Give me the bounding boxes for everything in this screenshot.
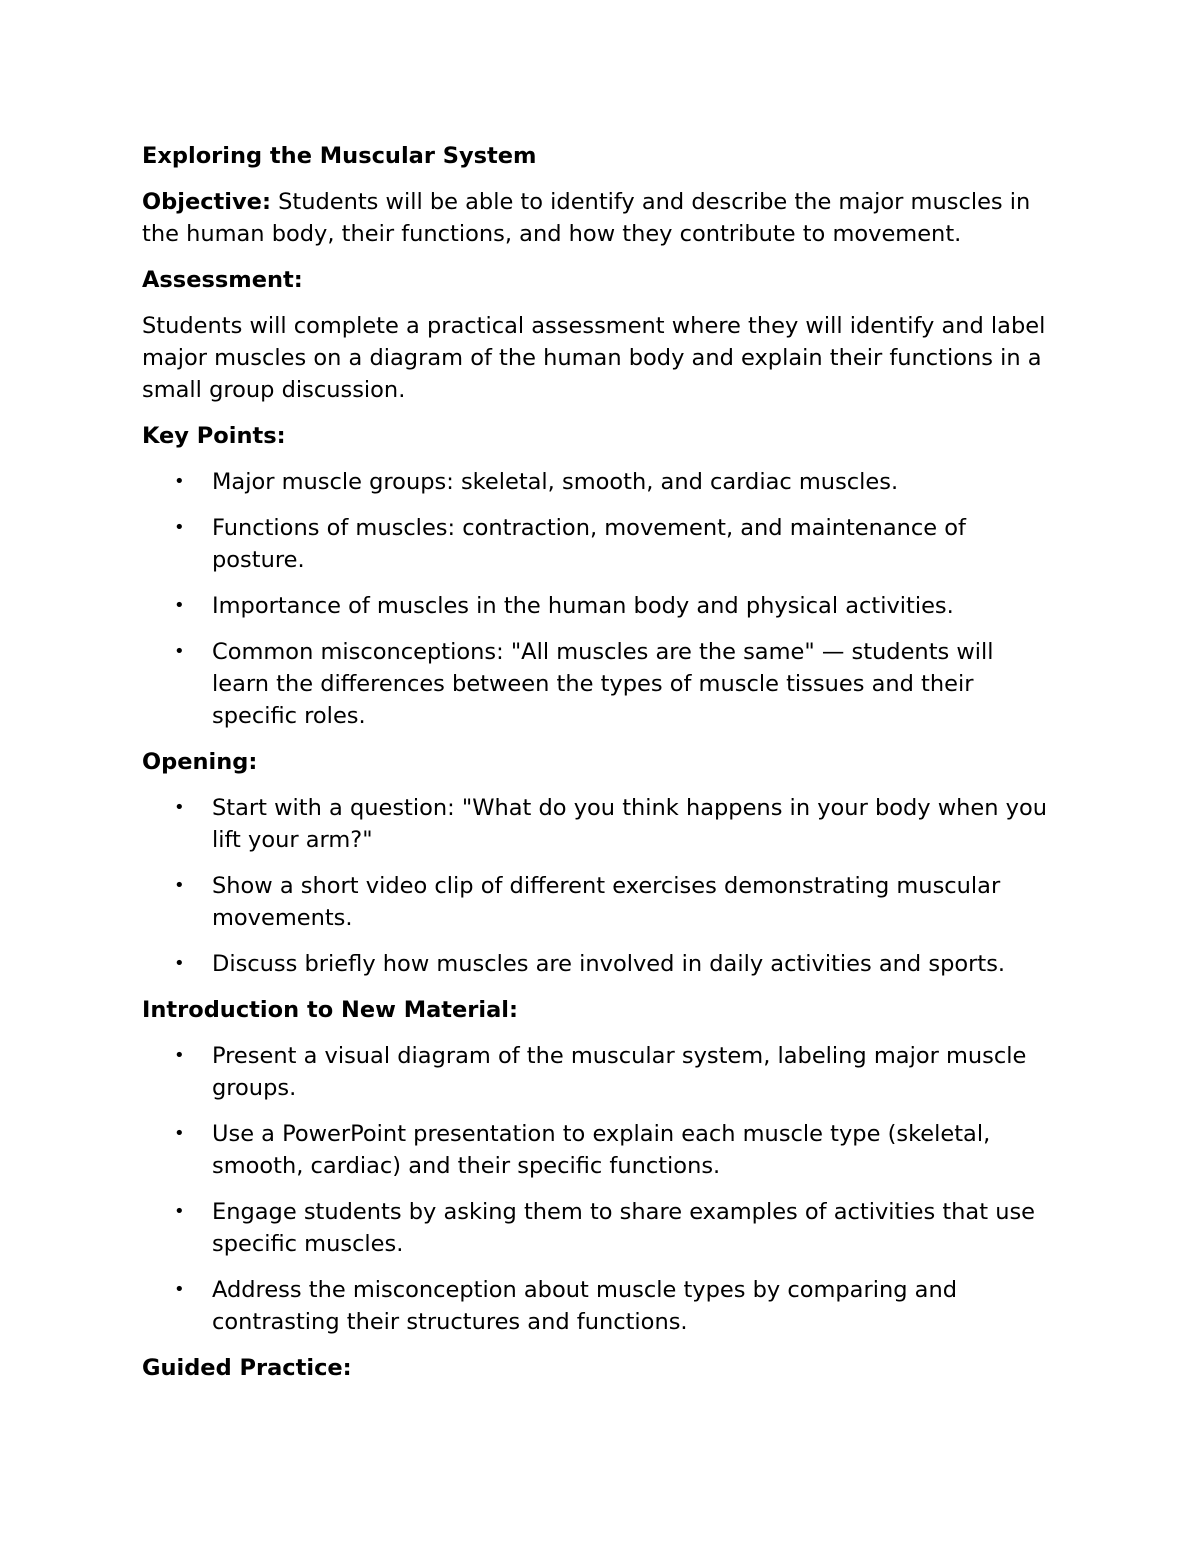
- objective-label: Objective:: [142, 189, 271, 215]
- list-item: [142, 466, 1052, 498]
- list-item: [142, 792, 1052, 856]
- list-item-text: Major muscle groups: skeletal, smooth, and cardiac muscles.: [212, 469, 899, 495]
- list-item-text: Show a short video clip of different exercises demonstrating muscular movements.: [212, 873, 1001, 931]
- list-item: [142, 948, 1052, 980]
- list-item-text: Use a PowerPoint presentation to explain each muscle type (skeletal, smooth, cardiac) and their specific functions.: [212, 1121, 991, 1179]
- bullet-icon: •: [174, 1045, 185, 1066]
- introduction-heading: Introduction to New Material:: [142, 997, 518, 1023]
- bullet-icon: •: [174, 797, 185, 818]
- list-item: [142, 1196, 1052, 1260]
- bullet-icon: •: [174, 641, 185, 662]
- list-item: [142, 590, 1052, 622]
- introduction-list: [142, 1040, 1052, 1338]
- list-item-text: Start with a question: "What do you think happens in your body when you lift your arm?": [212, 795, 1048, 853]
- list-item: [142, 870, 1052, 934]
- opening-list: [142, 792, 1052, 980]
- key-points-heading: Key Points:: [142, 423, 286, 449]
- list-item-text: Engage students by asking them to share examples of activities that use specific muscles.: [212, 1199, 1036, 1257]
- list-item: [142, 512, 1052, 576]
- objective-text: Students will be able to identify and describe the major muscles in the human body, their functions, and how they contribute to movement.: [142, 189, 1031, 247]
- bullet-icon: •: [174, 595, 185, 616]
- bullet-icon: •: [174, 1279, 185, 1300]
- bullet-icon: •: [174, 875, 185, 896]
- assessment-text: Students will complete a practical assessment where they will identify and label major muscles on a diagram of the human body and explain their functions in a small group discussion.: [142, 313, 1046, 403]
- guided-practice-heading: Guided Practice:: [142, 1355, 352, 1381]
- list-item-text: Functions of muscles: contraction, movement, and maintenance of posture.: [212, 515, 966, 573]
- bullet-icon: •: [174, 953, 185, 974]
- bullet-icon: •: [174, 517, 185, 538]
- list-item-text: Address the misconception about muscle types by comparing and contrasting their structures and functions.: [212, 1277, 957, 1335]
- key-points-list: [142, 466, 1052, 732]
- bullet-icon: •: [174, 471, 185, 492]
- objective-paragraph: [142, 186, 1052, 250]
- list-item: [142, 1274, 1052, 1338]
- list-item-text: Present a visual diagram of the muscular system, labeling major muscle groups.: [212, 1043, 1027, 1101]
- opening-heading: Opening:: [142, 749, 258, 775]
- document-page: [142, 140, 1052, 1398]
- list-item: [142, 1118, 1052, 1182]
- assessment-heading: Assessment:: [142, 267, 303, 293]
- list-item: [142, 1040, 1052, 1104]
- list-item-text: Common misconceptions: "All muscles are the same" — students will learn the differences between the types of muscle tissues and their specific roles.: [212, 639, 994, 729]
- list-item: [142, 636, 1052, 732]
- list-item-text: Importance of muscles in the human body and physical activities.: [212, 593, 954, 619]
- bullet-icon: •: [174, 1123, 185, 1144]
- document-title: Exploring the Muscular System: [142, 143, 537, 169]
- bullet-icon: •: [174, 1201, 185, 1222]
- list-item-text: Discuss briefly how muscles are involved in daily activities and sports.: [212, 951, 1006, 977]
